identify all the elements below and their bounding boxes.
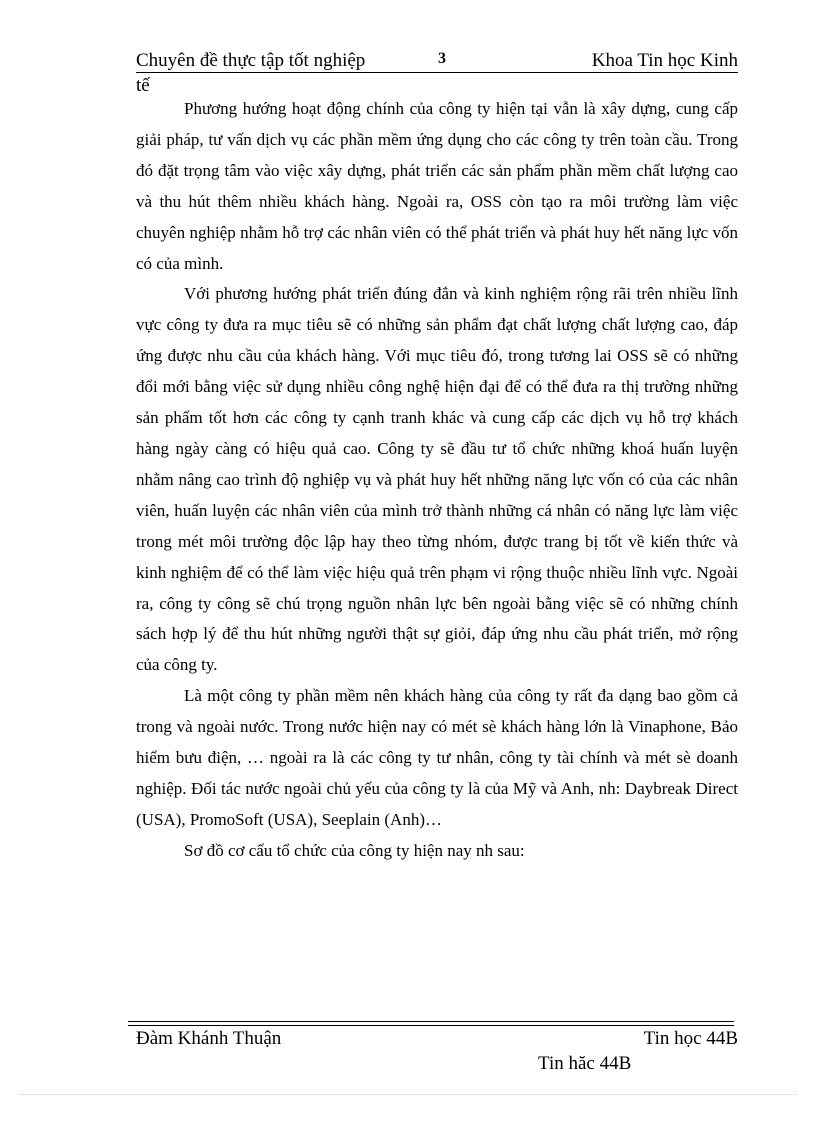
header-title: Chuyên đề thực tập tốt nghiệp <box>136 50 366 71</box>
paragraph-direction: Phương hướng hoạt động chính của công ty hiện tại vẫn là xây dựng, cung cấp giải pháp, tư vấn dịch vụ các phần mềm ứng dụng cho các công ty trên toàn cầu. Trong đó đặt trọng tâm vào việc xây dựng, phát triển các sản phẩm phần mềm chất lượng cao và thu hút thêm nhiều khách hàng. Ngoài ra, OSS còn tạo ra môi trường làm việc chuyên nghiệp nhằm hỗ trợ các nhân viên có thể phát triển và phát huy hết năng lực vốn có của mình. <box>136 99 738 273</box>
footer-rule-top <box>128 1021 734 1022</box>
page-header <box>136 50 738 73</box>
header-department-continuation: tế <box>136 75 150 96</box>
header-department: Khoa Tin học Kinh <box>591 50 738 71</box>
document-body <box>136 94 738 867</box>
paragraph-customers: Là một công ty phần mềm nên khách hàng của công ty rất đa dạng bao gồm cả trong và ngoài nước. Trong nước hiện nay có mét sè khách hàng lớn là Vinaphone, Bảo hiểm bưu điện, … ngoài ra là các công ty tư nhân, công ty tài chính và mét sè doanh nghiệp. Đối tác nước ngoài chủ yếu của công ty là của Mỹ và Anh, nh: Daybreak Direct (USA), PromoSoft (USA), Seeplain (Anh)… <box>136 686 738 829</box>
footer-rule-bottom <box>128 1025 734 1026</box>
footer-author: Đàm Khánh Thuận <box>136 1028 282 1049</box>
paragraph-org-chart-intro: Sơ đồ cơ cấu tổ chức của công ty hiện nay nh sau: <box>184 840 525 860</box>
paragraph-goals: Với phương hướng phát triển đúng đắn và kinh nghiệm rộng rãi trên nhiều lĩnh vực công ty đưa ra mục tiêu sẽ có những sản phẩm đạt chất lượng chất lượng cao, đáp ứng được nhu cầu của khách hàng. Với mục tiêu đó, trong tương lai OSS sẽ có những đổi mới bằng việc sử dụng nhiều công nghệ hiện đại để có thể đưa ra thị trường những sản phẩm tốt hơn các công ty cạnh tranh khác và cung cấp các dịch vụ hỗ trợ khách hàng ngày càng có hiệu quả cao. Công ty sẽ đầu tư tổ chức những khoá huấn luyện nhằm nâng cao trình độ nghiệp vụ và phát huy hết những năng lực vốn có của các nhân viên, huấn luyện các nhân viên của mình trở thành những cá nhân có năng lực làm việc trong mét môi trường độc lập hay theo từng nhóm, được trang bị tốt về kiến thức và kinh nghiệm để có thể làm việc hiệu quả trên phạm vi rộng thuộc nhiều lĩnh vực. Ngoài ra, công ty công sẽ chú trọng nguồn nhân lực bên ngoài bằng việc sẽ có những chính sách hợp lý để thu hút những người thật sự giỏi, đáp ứng nhu cầu phát triển, mở rộng của công ty. <box>136 284 738 675</box>
footer-class: Tin học 44B <box>643 1028 738 1049</box>
footer-class-duplicate: Tin hăc 44B <box>538 1053 632 1074</box>
page-bottom-dotted-line <box>20 1094 796 1095</box>
page-number: 3 <box>438 50 446 67</box>
